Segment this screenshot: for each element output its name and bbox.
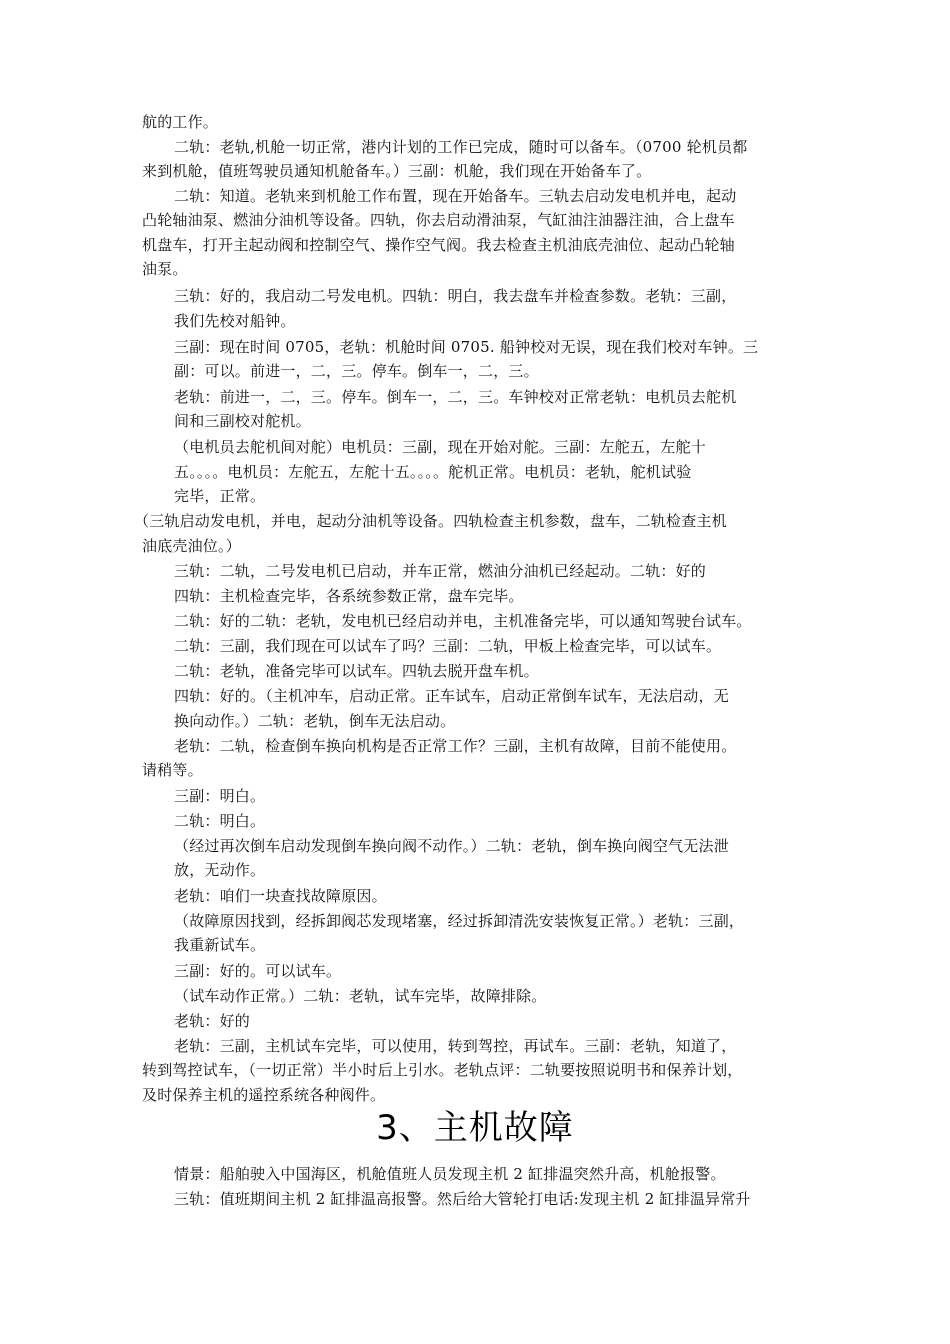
text-line: 老轨：好的 [174, 1012, 251, 1030]
text-line: 老轨：前进一，二，三。停车。倒车一，二，三。车钟校对正常老轨：电机员去舵机 [174, 388, 737, 406]
text-line: 请稍等。 [142, 761, 203, 779]
text-line: 来到机舱，值班驾驶员通知机舱备车。）三副：机舱，我们现在开始备车了。 [142, 162, 652, 180]
text-line: 二轨：三副，我们现在可以试车了吗？三副：二轨，甲板上检查完毕，可以试车。 [174, 637, 722, 655]
text-line: 老轨：三副，主机试车完毕，可以使用，转到驾控，再试车。三副：老轨，知道了， [174, 1037, 737, 1055]
text-line: 放，无动作。 [174, 861, 266, 879]
text-line: 航的工作。 [142, 113, 219, 131]
text-line: 间和三副校对舵机。 [174, 412, 311, 430]
text-line: 老轨：二轨，检查倒车换向机构是否正常工作？三副，主机有故障，目前不能使用。 [174, 737, 737, 755]
text-line: （电机员去舵机间对舵）电机员：三副，现在开始对舵。三副：左舵五，左舵十 [174, 438, 707, 456]
text-line: 转到驾控试车，（一切正常）半小时后上引水。老轨点评：二轨要按照说明书和保养计划， [142, 1061, 743, 1079]
text-line: （试车动作正常。）二轨：老轨，试车完毕，故障排除。 [174, 987, 547, 1005]
text-line: 二轨：知道。老轨来到机舱工作布置，现在开始备车。三轨去启动发电机并电，起动 [174, 187, 737, 205]
text-line: 及时保养主机的遥控系统各种阀件。 [142, 1086, 386, 1104]
text-line: 老轨：咱们一块查找故障原因。 [174, 887, 387, 905]
text-line: 三轨：好的，我启动二号发电机。四轨：明白，我去盘车并检查参数。老轨：三副， [174, 287, 737, 305]
text-line: 三副：现在时间 0705，老轨：机舱时间 0705. 船钟校对无误，现在我们校对车钟。三 [174, 338, 759, 356]
section-heading: 3、主机故障 [376, 1108, 574, 1148]
text-line: 我们先校对船钟。 [174, 312, 296, 330]
text-line: 二轨：明白。 [174, 812, 266, 830]
text-line: 油底壳油位。） [142, 537, 241, 555]
text-line: 完毕，正常。 [174, 487, 266, 505]
text-line: 二轨：好的二轨：老轨，发电机已经启动并电，主机准备完毕，可以通知驾驶台试车。 [174, 612, 752, 630]
text-line: 三轨：二轨，二号发电机已启动，并车正常，燃油分油机已经起动。二轨：好的 [174, 562, 707, 580]
text-line: 三副：好的。可以试车。 [174, 962, 342, 980]
text-line: 五。。。。电机员：左舵五，左舵十五。。。。舵机正常。电机员：老轨，舵机试验 [174, 463, 692, 481]
text-line: 我重新试车。 [174, 936, 266, 954]
text-line: 二轨：老轨，准备完毕可以试车。四轨去脱开盘车机。 [174, 662, 539, 680]
text-line: （经过再次倒车启动发现倒车换向阀不动作。）二轨：老轨，倒车换向阀空气无法泄 [174, 837, 729, 855]
text-line: 三副：明白。 [174, 787, 266, 805]
text-line: 油泵。 [142, 260, 188, 278]
text-line: 四轨：主机检查完毕，各系统参数正常，盘车完毕。 [174, 587, 524, 605]
text-line: 二轨：老轨,机舱一切正常，港内计划的工作已完成，随时可以备车。（0700 轮机员都 [174, 138, 748, 156]
text-line: 四轨：好的。（主机冲车，启动正常。正车试车，启动正常倒车试车，无法启动，无 [174, 687, 729, 705]
text-line: （三轨启动发电机，并电，起动分油机等设备。四轨检查主机参数，盘车，二轨检查主机 [134, 512, 727, 530]
text-line: 换向动作。）二轨：老轨，倒车无法启动。 [174, 712, 456, 730]
text-line: 三轨：值班期间主机 2 缸排温高报警。然后给大管轮打电话:发现主机 2 缸排温异常升 [174, 1190, 751, 1208]
text-line: （故障原因找到，经拆卸阀芯发现堵塞，经过拆卸清洗安装恢复正常。）老轨：三副， [174, 912, 745, 930]
text-line: 情景：船舶驶入中国海区，机舱值班人员发现主机 2 缸排温突然升高，机舱报警。 [174, 1165, 726, 1183]
text-line: 凸轮轴油泵、燃油分油机等设备。四轨，你去启动滑油泵，气缸油注油器注油，合上盘车 [142, 211, 735, 229]
text-line: 副：可以。前进一，二，三。停车。倒车一，二，三。 [174, 362, 539, 380]
text-line: 机盘车，打开主起动阀和控制空气、操作空气阀。我去检查主机油底壳油位、起动凸轮轴 [142, 236, 735, 254]
